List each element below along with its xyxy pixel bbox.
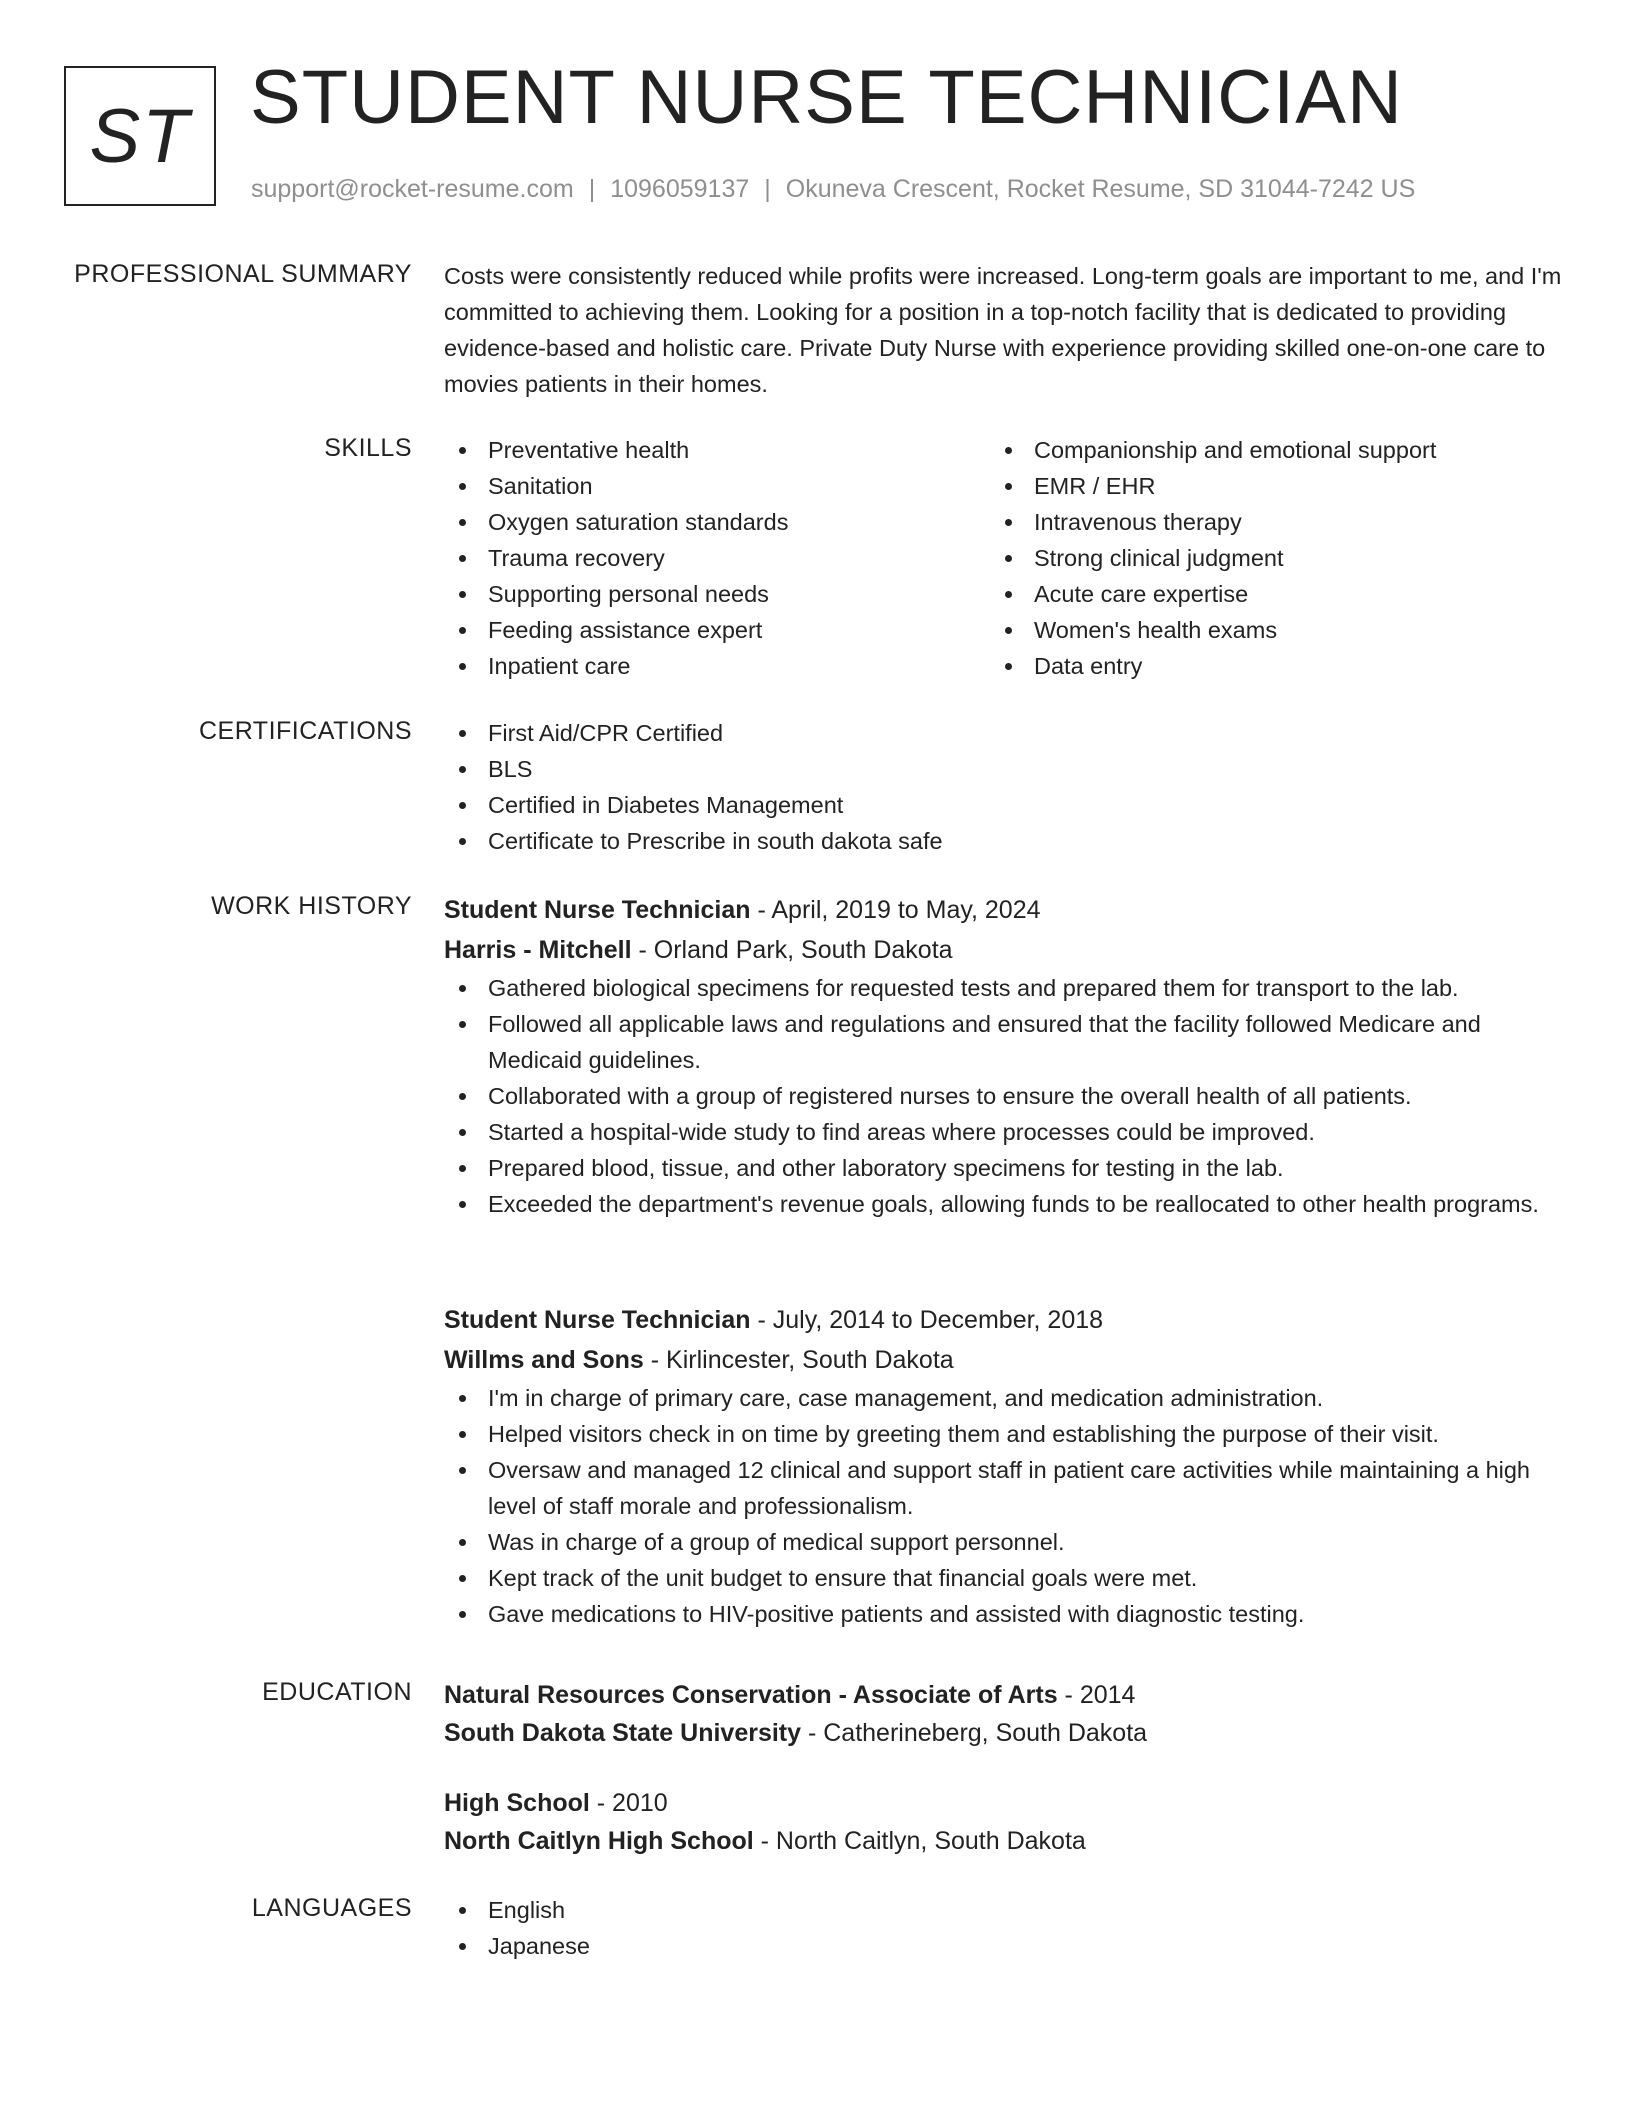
duty-item: Gathered biological specimens for requested tests and prepared them for transport to the lab. xyxy=(444,970,1564,1006)
skill-item: Acute care expertise xyxy=(990,576,1550,612)
duty-item: Gave medications to HIV-positive patients and assisted with diagnostic testing. xyxy=(444,1596,1564,1632)
education-heading: EDUCATION xyxy=(262,1678,412,1706)
job-title: Student Nurse Technician xyxy=(444,1306,751,1334)
job-duties xyxy=(444,970,1564,1222)
education-school: South Dakota State University xyxy=(444,1719,802,1747)
education-location: - North Caitlyn, South Dakota xyxy=(753,1827,1086,1855)
skill-item: EMR / EHR xyxy=(990,468,1550,504)
language-item: Japanese xyxy=(444,1928,1564,1964)
monogram-logo: ST xyxy=(64,66,216,206)
contact-email: support@rocket-resume.com xyxy=(251,175,574,203)
skills-column-right xyxy=(990,432,1550,684)
contact-separator: | xyxy=(588,175,596,203)
certifications-heading: CERTIFICATIONS xyxy=(198,717,412,745)
languages-heading: LANGUAGES xyxy=(251,1894,412,1922)
language-item: English xyxy=(444,1892,1564,1928)
skill-item: Oxygen saturation standards xyxy=(444,504,990,540)
education-degree-line xyxy=(444,1676,1564,1714)
certification-item: Certified in Diabetes Management xyxy=(444,787,1564,823)
skills-heading: SKILLS xyxy=(324,434,412,462)
skill-item: Supporting personal needs xyxy=(444,576,990,612)
skills-column-left xyxy=(444,432,990,684)
skill-item: Strong clinical judgment xyxy=(990,540,1550,576)
duty-item: Oversaw and managed 12 clinical and support staff in patient care activities while maintaining a high level of staff morale and professionalism. xyxy=(444,1452,1564,1524)
job-company: Harris - Mitchell xyxy=(444,936,632,964)
job-location: - Orland Park, South Dakota xyxy=(631,936,953,964)
job-dates: - April, 2019 to May, 2024 xyxy=(750,896,1041,924)
education-year: - 2014 xyxy=(1057,1681,1136,1709)
skill-item: Inpatient care xyxy=(444,648,990,684)
job-company: Willms and Sons xyxy=(444,1346,644,1374)
duty-item: Kept track of the unit budget to ensure that financial goals were met. xyxy=(444,1560,1564,1596)
education-school: North Caitlyn High School xyxy=(444,1827,754,1855)
certification-item: Certificate to Prescribe in south dakota safe xyxy=(444,823,1564,859)
education-degree: High School xyxy=(444,1789,590,1817)
duty-item: I'm in charge of primary care, case management, and medication administration. xyxy=(444,1380,1564,1416)
contact-line xyxy=(251,175,1415,204)
contact-separator: | xyxy=(764,175,771,203)
contact-phone: 1096059137 xyxy=(610,175,750,203)
skill-item: Women's health exams xyxy=(990,612,1550,648)
summary-text: Costs were consistently reduced while profits were increased. Long-term goals are important to me, and I'm committed to achieving them. Looking for a position in a top-notch facility that is dedicated to providing evidence-based and holistic care. Private Duty Nurse with experience providing skilled one-on-one care to movies patients in their homes. xyxy=(444,263,1562,397)
duty-item: Prepared blood, tissue, and other laboratory specimens for testing in the lab. xyxy=(444,1150,1564,1186)
skill-item: Data entry xyxy=(990,648,1550,684)
certifications-list xyxy=(444,715,1564,859)
duty-item: Was in charge of a group of medical support personnel. xyxy=(444,1524,1564,1560)
summary-heading: PROFESSIONAL SUMMARY xyxy=(74,260,412,288)
duty-item: Exceeded the department's revenue goals, allowing funds to be reallocated to other health programs. xyxy=(444,1186,1564,1222)
education-location: - Catherineberg, South Dakota xyxy=(801,1719,1148,1747)
job-company-line xyxy=(444,1340,1564,1380)
work-history-heading: WORK HISTORY xyxy=(211,892,412,920)
skill-item: Intravenous therapy xyxy=(990,504,1550,540)
duty-item: Collaborated with a group of registered nurses to ensure the overall health of all patients. xyxy=(444,1078,1564,1114)
skill-item: Preventative health xyxy=(444,432,990,468)
skills-list xyxy=(444,432,1564,684)
education-school-line xyxy=(444,1714,1564,1752)
skill-item: Companionship and emotional support xyxy=(990,432,1550,468)
certification-item: First Aid/CPR Certified xyxy=(444,715,1564,751)
education-school-line xyxy=(444,1822,1564,1860)
duty-item: Helped visitors check in on time by greeting them and establishing the purpose of their visit. xyxy=(444,1416,1564,1452)
education-degree: Natural Resources Conservation - Associate of Arts xyxy=(444,1681,1058,1709)
job-company-line xyxy=(444,930,1564,970)
skill-item: Sanitation xyxy=(444,468,990,504)
skill-item: Trauma recovery xyxy=(444,540,990,576)
candidate-name: STUDENT NURSE TECHNICIAN xyxy=(250,55,1403,140)
job-dates: - July, 2014 to December, 2018 xyxy=(750,1306,1104,1334)
duty-item: Followed all applicable laws and regulations and ensured that the facility followed Medicare and Medicaid guidelines. xyxy=(444,1006,1564,1078)
certification-item: BLS xyxy=(444,751,1564,787)
duty-item: Started a hospital-wide study to find areas where processes could be improved. xyxy=(444,1114,1564,1150)
job-title: Student Nurse Technician xyxy=(444,896,751,924)
job-title-line xyxy=(444,1300,1564,1340)
contact-address: Okuneva Crescent, Rocket Resume, SD 31044-7242 US xyxy=(785,175,1416,203)
job-entry xyxy=(444,890,1564,1222)
languages-list xyxy=(444,1892,1564,1964)
education-entry xyxy=(444,1676,1564,1752)
skill-item: Feeding assistance expert xyxy=(444,612,990,648)
education-entry xyxy=(444,1784,1564,1860)
job-duties xyxy=(444,1380,1564,1632)
education-degree-line xyxy=(444,1784,1564,1822)
education-year: - 2010 xyxy=(589,1789,668,1817)
job-title-line xyxy=(444,890,1564,930)
job-location: - Kirlincester, South Dakota xyxy=(643,1346,954,1374)
job-entry xyxy=(444,1300,1564,1632)
